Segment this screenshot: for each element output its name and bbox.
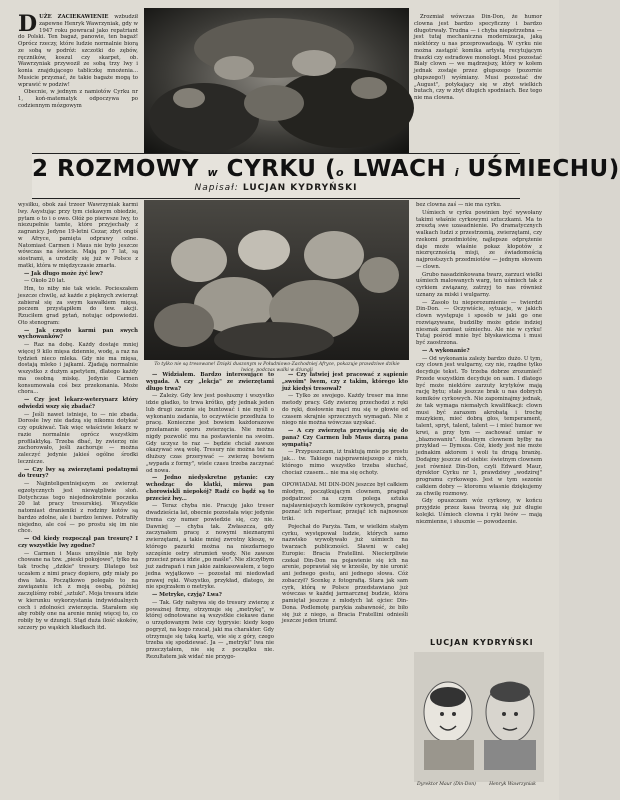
byline: [32, 183, 520, 193]
title-small3: i: [454, 166, 460, 179]
title-part3: LWACH: [352, 156, 447, 182]
column-2: [146, 372, 274, 794]
col1-p0: wysiłku, obok zaś trzeer Wawrzyniak karmi lwy. Asystując przy tym ciekawym obiedzie, pytam o to i o owo. Ołóż po pierwsze lwy, to niezupełnie tamte, które przyjechały z zagranicy. Jedyne 19-letni Cezar, zbyt ongiś w Afryce, pamięta odprawy celne. Natomiast Carmen i Maus nie było jeszcze wówczas na świecie. Mają po 7 lat, są siostrami, a urodziły się już w Polsce z matki, która w międzyczasie zmarła.: [18, 202, 138, 269]
lions-photo-caption: To tylko nie są tresowane! Dzięki duszonym w Południowo-Zachodniej Afryce, pokazuje prawdziwe dzikie lwice, podczas walki w dżungli: [154, 362, 400, 373]
portrait-photos: [414, 652, 544, 782]
col1-p8: — Czy lwy są zwierzętami podatnymi do treury?: [18, 466, 138, 480]
column-3: [282, 372, 408, 794]
col1-p11: — Carmen i Maus umyślnie nie były chowane na tzw. „pieski pokojowe", tylko na tak trochę „dzikie" tresury. Dlatego też uczałem z nimi pracy dopiero, gdy miały po dwa lata. Początkowo polegało to na zawiązaniu ich z moją osobą, później zaczęliśmy robić „sztuki". Moja tresura idzie w kierunku wykorzystania indywidualnych cech i zdolności zwierzęcia. Starałem się aby robiły one na arenie mniej więcej to, co robiły by w dżungli. Stąd duża ilość skoków, szczery po wąskich kładkach itd.: [18, 550, 138, 631]
col1-p4: — Jak często karmi pan swych wychowanków?: [18, 327, 138, 341]
title-small2: o: [336, 166, 345, 179]
intro-right-text: Zrozmiał wówczas Din-Don, że humor clowna jest bardzo specyficzny i bardzo długotrwały. Trudna — i chyba niepotrzebna — jest tutaj mechaniczna modernizacja, jaką niektórzy u nas przeprowadzają. W cyrku nie można zastąpić komika artystą recytującym fraszki czy estradowe monologi. Musi pozostać Biały clown — we mądrzejszy, który w kołem jednak zostaje przez głupszego (pozornie głupszego!) wyśmiany. Musi pozostać dw „August", potykający się w zbyt wielkich butach, czy w zbyt długich spodniach. Bez tego nie ma clowna.: [414, 14, 542, 101]
intro-left-column: [18, 11, 138, 150]
portraits-image: [414, 652, 544, 782]
col4-p6: Gdy opuszczam wóz cyrkowy, w końcu przyjdzie przez kasa tworzą się już długie kolejki. Uśmiech clowna i ryki lwów — mają niezmienne, i słusznie — powodzenie.: [416, 498, 542, 525]
article-title: [32, 156, 620, 182]
column-4: [416, 202, 542, 634]
author-signature: LUCJAN KYDRYŃSKI: [430, 638, 534, 647]
col2-p1: — Zależy. Gdy lew jest posłuszny i wszystko idzie gładko, to trwa krótko, gdy jednak jeden lub drugi zacznie się buntować i nie myśli o wykonaniu zadania, to oczywiście przedłuża to pracę. Konieczne jest bowiem każdorazowe przełamanie oporu zwierzęcia. Nie można nigdy pozwolić mu na postawienie na swoim. Gdy uczysz to raz — będzie chciał zawsze okazywać swą wolę. Tresury nie można też na dłuższy czas przerywać — zwierzę bowiem „wypada z formy", wiele czasu trzeba zaczynać od nowa.: [146, 393, 274, 474]
col1-p7: — Jeśli nawet istnieje, to — nie zbada. Dorosłe lwy nie dadzą się nikomu dotykać czy opukiwać. Tak więc właściwie lekarz w razie normalnie oprócz wszystkim profilaktyką. Trzeba dbać, by zwierzę nie zachorowało, jeśli zachoruje — można zaleczyć jedynie jakieś ogólne środki lecznicze.: [18, 411, 138, 465]
col3-p1: — Tylko ze swojego. Każdy treser ma inne metody pracy. Gdy zwierzę przechodzi z ręki do ręki, dosłownie mąci mu się w głowie od czasem skrajnie sprzecznych wymagań. Nie z niego nie można wówczas uzyskać.: [282, 393, 408, 427]
col1-p6: — Czy jest lekarz-weterynarz który odwiedzi wszy się zbadać?: [18, 397, 138, 410]
col4-p5: — Od wykonania zależy bardzo dużo. U tym, czy clown jest wulgarny, czy nie, rządne tylko decyduje tekst. To trzeba dobrze zrozumieć! Przede wszystkim decyduje on sam. I dlatego być może niektóre zarzuty krytyków mają rację bytu; stale jeszcze brak u nas dobrych komików cyrkowych. Nie zapominajmy jednak, że tak wymaga niemałych kwalifikacji: clown musi być zarazem akrobatą i trochę muzykiem, mieć dobrą głos, temperament, talent, spryt, talent, talent — i mieć humor we krwi, a przy tym — zachować umiar w „błaznowaniu". Idealnym clownem byłby na przykład — Dymsza. Cóż, kiedy jest nie może jednakim aktorem i woli tu drugą branżę. Dodajmy jeszcze od siebie: świetnym clownem jest również Din-Don, czyli Edward Maur, dyrektor Cyrku nr 1, prawdziwy „wodzirej" programu cyrkowego. Jest w tym sezonie całkiem dobry — ktoromu własnie dziękujemy za chwilę rozmowy.: [416, 355, 542, 497]
col3-p2: — A czy zwierzęta przywiązują się do pana? Czy Carmen lub Maus darzą pana sympatią?: [282, 428, 408, 448]
title-paren: (: [324, 156, 336, 182]
byline-label: Napisał:: [194, 183, 239, 193]
column-1: [18, 202, 138, 794]
col3-p4: OPOWIADAŁ MI DIN-DON jeszcze był całkiem młodym, początkującym clownem, pragnął podpatrzeć na czym polega sztuka najsławniejszych komików cyrkowych, pragnął poznać ich repertuar, przejąć ich najnowsze triki.: [282, 482, 408, 522]
col4-p4: — A wykonanie?: [422, 347, 470, 354]
col4-p3: — Zasoło tu nieporozumienie — twierdzi Din-Don. — Oczywiście, sytuacje, w jakich clown występuje i sposób w jaki go one rozwiązywane, budziłby może gdzie indziej niesmak zamiast uśmiechu. Ale nie w cyrku! Tutaj pośród mnie być błyskawiczna i musi być zaostrzona.: [416, 299, 542, 346]
col2-p0: — Widziałem. Bardzo interesujące to wygada. A czy „lekcja" ze zwierzętami długo trwa?: [146, 372, 274, 392]
col1-p3: Hm, to niby nie tak wiele. Pocieszałem jeszcze chwilę, aż każde z pięknych zwierząt zabierał się za swym kawałkiem mięsa, poczem przystąpiłem do tew. akcji. Rzuciłem grad pytań, notując odpowiedzi. Oto stenogram:: [18, 286, 138, 326]
portrait-caption-1: Dyrektor Maur (Din-Don): [417, 782, 476, 787]
title-part2: CYRKU: [226, 156, 317, 182]
col1-p9: — Najinteligentniejszym ze zwierząt egzotycznych jest niewątpliwie słoń. Dotychczas tego niejednokrotnie poczeka 20 lat pracy tresurskiej. Wszystkie natomiast dranieniki z rodziny kotów są bardzo zdolne, ale i bardzo leniwe. Potrafiły niejedno, ale coś — po prostu się im nie chce.: [18, 481, 138, 535]
intro-right-column: [414, 14, 542, 150]
title-part4: UŚMIECHU): [467, 156, 620, 182]
col2-p2: — Jedno niedyskretne pytanie: czy wchodząc do klatki, miewa pan chorowiskli niepokój? Radź co bądź są to przecież lwy...: [146, 475, 274, 502]
col1-p2: — Około 20 lat.: [24, 278, 66, 285]
byline-author: LUCJAN KYDRYŃSKI: [242, 183, 358, 193]
col1-p10: — Od kiedy rozpoczął pan tresurę? I czy wszystkie lwy zgodne?: [18, 536, 138, 549]
col1-p1: — Jak długo może żyć lew?: [24, 270, 103, 277]
col4-p0: bez clowna zaś — nie ma cyrku.: [416, 202, 502, 208]
col3-p5: Pojechał do Paryża. Tam, w wielkim stałym cyrku, występował ludzie, których samo nazwisko wywoływało już uśmiech na twarzach publiczności. Sławni w całej Europie: Bracia Fratellini. Niecierpliwie czekał Din-Don na pojawienie się ich na arenie, poprawiał się w krześle, by nie uronić ani jednego gestu, ani jednego słowa. Cóż zobaczył? Scenkę z fotografią. Stara jak sam cyrk, którą w Polsce przedstawiano już wówczas w każdej jarmarcznej budzie, która pamiętał jeszcze z młodych lat ojciec Din-Dona. Podlemotę parykia zabawność, że biło się już z niego, a Bracia Fratellini odnieśli jeszcze jeden triumf.: [282, 523, 408, 625]
lion-group-image: [144, 200, 409, 360]
intro-left-text: wzbudził zapewne Henryk Wawrzyniak, gdy w 1947 roku powracał jako repatriant do Polski. Ten bagaż, panowie, ten bagaż! Oprócz rzeczy, które ludzie normalnie biorą ze sobą w podróż: szczotki do zębów, ręczników, koszul czy skarpet, ob. Wawrzyniak przywoził ze sobą trzy lwy i konia znajdującego tabliczkę mnożenia... Musicie przyznać, że takie bagaże mogą to wprawić w podziw!: [18, 14, 138, 88]
col2-p5: — Tak. Gdy nabywa się do tresury zwierzę z poważnej firmy, otrzymuje się „metrykę", w której odnotowane są wszystkie ciekawe dane o urzędowanym lwie czy tygrysie: kiedy kogo pogryzł, na kogo rzucał, jaki ma charakter. Gdy otrzymuje się taką kartę, wie się z góry, czego trzeba się spodziewać. Ja — „metryki" lwa nie przeczytałem, nie się z początku nie. Rezultatem jak widać nie przygo-: [146, 599, 274, 660]
col3-p0: — Czy łatwiej jest pracować z sąpienie „swoim" lwem, czy z takim, którego kto już kiedyś tresował?: [282, 372, 408, 392]
drop-cap: D: [18, 11, 38, 37]
intro-left-text2: Obecnie, w jednym z namiotów Cyrku nr 1, koń-matematyk odpoczywa po codziennym mózgowym: [18, 89, 138, 109]
title-small1: w: [207, 166, 219, 179]
col2-p4: — Metryke, czyją? Lwa?: [152, 592, 222, 598]
col1-p5: — Raz na dobę. Każdy dostaje mniej więcej 9 kilo mięsa dziennie, wodę, a raz na tydzień nieco mleka. Gdy nie ma mięsa, dostają mleko i jajkami. Zjadają normalnie wszystko z dużym apetytem, dlatego każdy ma osobną miskę. Jedynie Carmen konsumowała coś bez przekonania. Może chora...: [18, 342, 138, 396]
article-header: [32, 153, 620, 199]
title-part1: 2 ROZMOWY: [32, 156, 199, 182]
lions-photo-image: [144, 8, 409, 158]
lions-photo: [144, 8, 409, 158]
lion-group-photo: [144, 200, 409, 360]
col4-p2: Grubo nasadzinkowana twarz, zarzuci wielki uśmiech malowanych warg, ten uśmiech tak z cyrkiem związany, zatrzyj to nas również uznany za miski i wulgarny.: [416, 271, 543, 298]
col3-p3: — Przypuszczam, iż traktują mnie po prostu jak... tw. Takiego najsprawniejszego z nich, którego mimo wszystko trzeba słuchać, chociaż czasem... nie ma się ochoty.: [282, 449, 408, 476]
intro-caps: UŻE ZACIEKAWIENIE: [39, 14, 109, 20]
portrait-caption-2: Henryk Wawrzyniak: [489, 782, 536, 787]
col4-p1: Uśmiech w cyrku powinien być wywołany takimi właśnie cyrkowymi sztuczkami. Ma to zresztą swe uzasadnienie. Po dramatycznych walkach ludzi z przestrzenią, zwierzętami, czy rzekomi przedmiotów, najlepsze odprężenie daje może właśnie pokaz kłopotów z niezręcznością misji, ze świadomością najprostszych przedmiotów — jednym słowem — clown.: [416, 209, 542, 270]
col2-p3: — Teraz chyba nie. Pracuję jako treser dwadzieścia lat, obecnie pozostała więc jedynie trema czy numer powiedzie się, czy nie. Dawniej — chyba tak. Zwłaszcza, gdy zaczynałem pracę z nowymi nieznanymi zwierzętami, a takie mniej zwrotny kleszę, w którego pazurki można na niezdarnego szczęśnie ostry strumień wody. Nie zawsze przecież praca idzie „po maśle". Nie zliczyłbym już zadrapań i ran jakie zainkasowałem, z tego jedna wyjątkowo — pozostał mi niedowład prawej ręki. Wszystko, przykład, dlatego, że nie spojrzałem o metryke.: [146, 503, 274, 591]
